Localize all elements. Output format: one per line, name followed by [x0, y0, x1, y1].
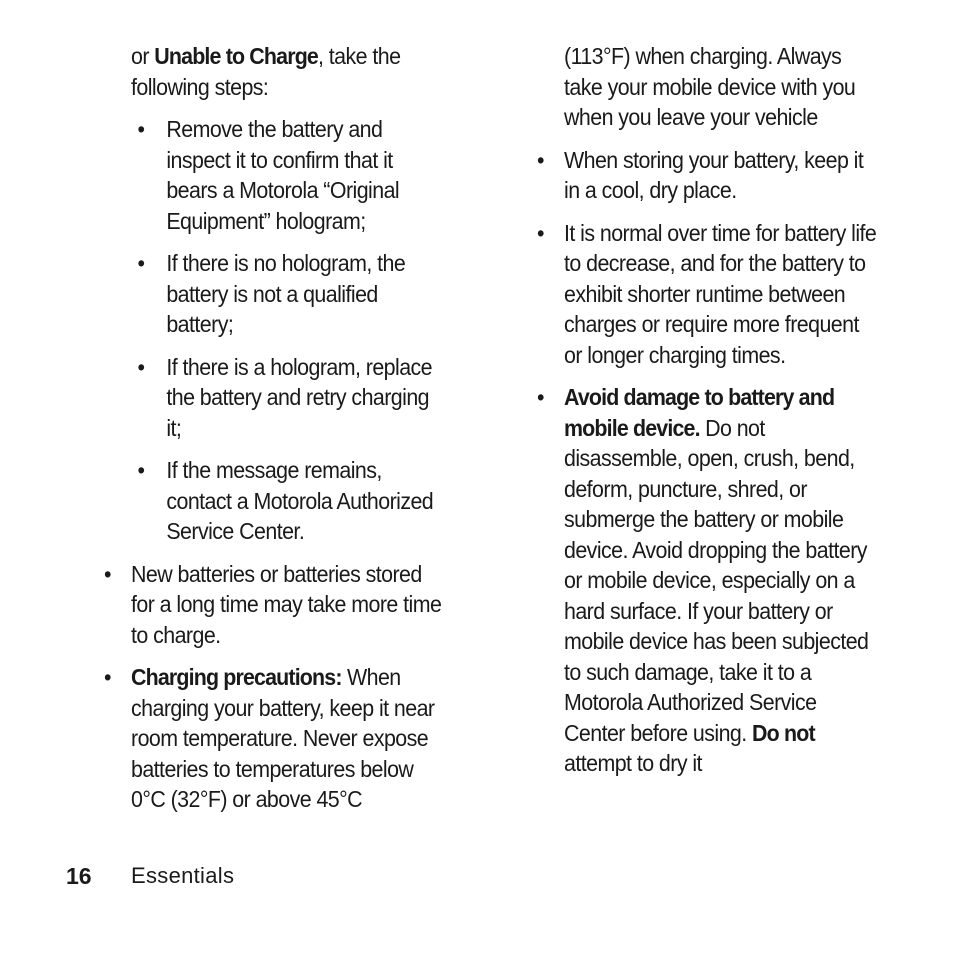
- avoid-damage-heading: Avoid damage to battery and mobile device.: [564, 384, 835, 441]
- list-item: [537, 145, 880, 206]
- bullet-icon: •: [104, 560, 111, 587]
- sub-item-text: If there is a hologram, replace the battery and retry charging it;: [166, 353, 433, 441]
- do-not-emphasis: Do not: [752, 719, 815, 746]
- sub-item-text: If there is no hologram, the battery is not a qualified battery;: [166, 250, 406, 337]
- right-column: [537, 41, 880, 791]
- page-number: 16: [66, 863, 92, 889]
- unable-to-charge-term: Unable to Charge: [154, 43, 318, 69]
- item-text-end: attempt to dry it: [564, 750, 702, 776]
- bullet-icon: •: [537, 384, 544, 410]
- sub-list-item: [137, 455, 447, 547]
- intro-paragraph: [131, 41, 447, 102]
- bullet-icon: •: [104, 664, 111, 690]
- sub-item-text: If the message remains, contact a Motorola Authorized Service Center.: [166, 457, 434, 544]
- bullet-icon: •: [537, 219, 544, 246]
- sub-item-text: Remove the battery and inspect it to confirm that it bears a Motorola “Original Equipment” hologram;: [166, 116, 400, 234]
- bullet-icon: •: [537, 146, 544, 173]
- item-text: When charging your battery, keep it near room temperature. Never expose batteries to temperatures below 0°C (32°F) or above 45°C: [131, 664, 435, 812]
- bullet-icon: •: [137, 353, 145, 380]
- sub-list-item: [137, 248, 447, 340]
- sub-list-item: [137, 352, 447, 444]
- left-column: [104, 41, 447, 827]
- intro-prefix: or: [131, 43, 155, 69]
- continuation-text: (113°F) when charging. Always take your mobile device with you when you leave your vehicle: [564, 43, 856, 130]
- intro-suffix: , take the following steps:: [131, 43, 401, 100]
- list-item: [104, 662, 447, 815]
- bullet-icon: •: [137, 116, 145, 142]
- bullet-icon: •: [137, 250, 145, 276]
- item-text: When storing your battery, keep it in a cool, dry place.: [564, 146, 864, 203]
- continuation-paragraph: [564, 41, 880, 133]
- bullet-icon: •: [137, 457, 145, 483]
- item-text: Do not disassemble, open, crush, bend, deform, puncture, shred, or submerge the battery or mobile device. Avoid dropping the battery or mobile device, especially on a hard surface. If your battery or mobile device has been subjected to such damage, take it to a Motorola Authorized Service Center before using.: [564, 414, 869, 746]
- list-item: [104, 559, 447, 651]
- item-text: New batteries or batteries stored for a long time may take more time to charge.: [131, 560, 442, 648]
- charging-precautions-heading: Charging precautions:: [131, 664, 342, 690]
- section-label: Essentials: [131, 863, 235, 888]
- list-item: [537, 382, 880, 779]
- item-text: It is normal over time for battery life to decrease, and for the battery to exhibit shorter runtime between charges or require more frequent or longer charging times.: [564, 219, 877, 368]
- list-item: [537, 218, 880, 371]
- sub-list-item: [137, 114, 447, 236]
